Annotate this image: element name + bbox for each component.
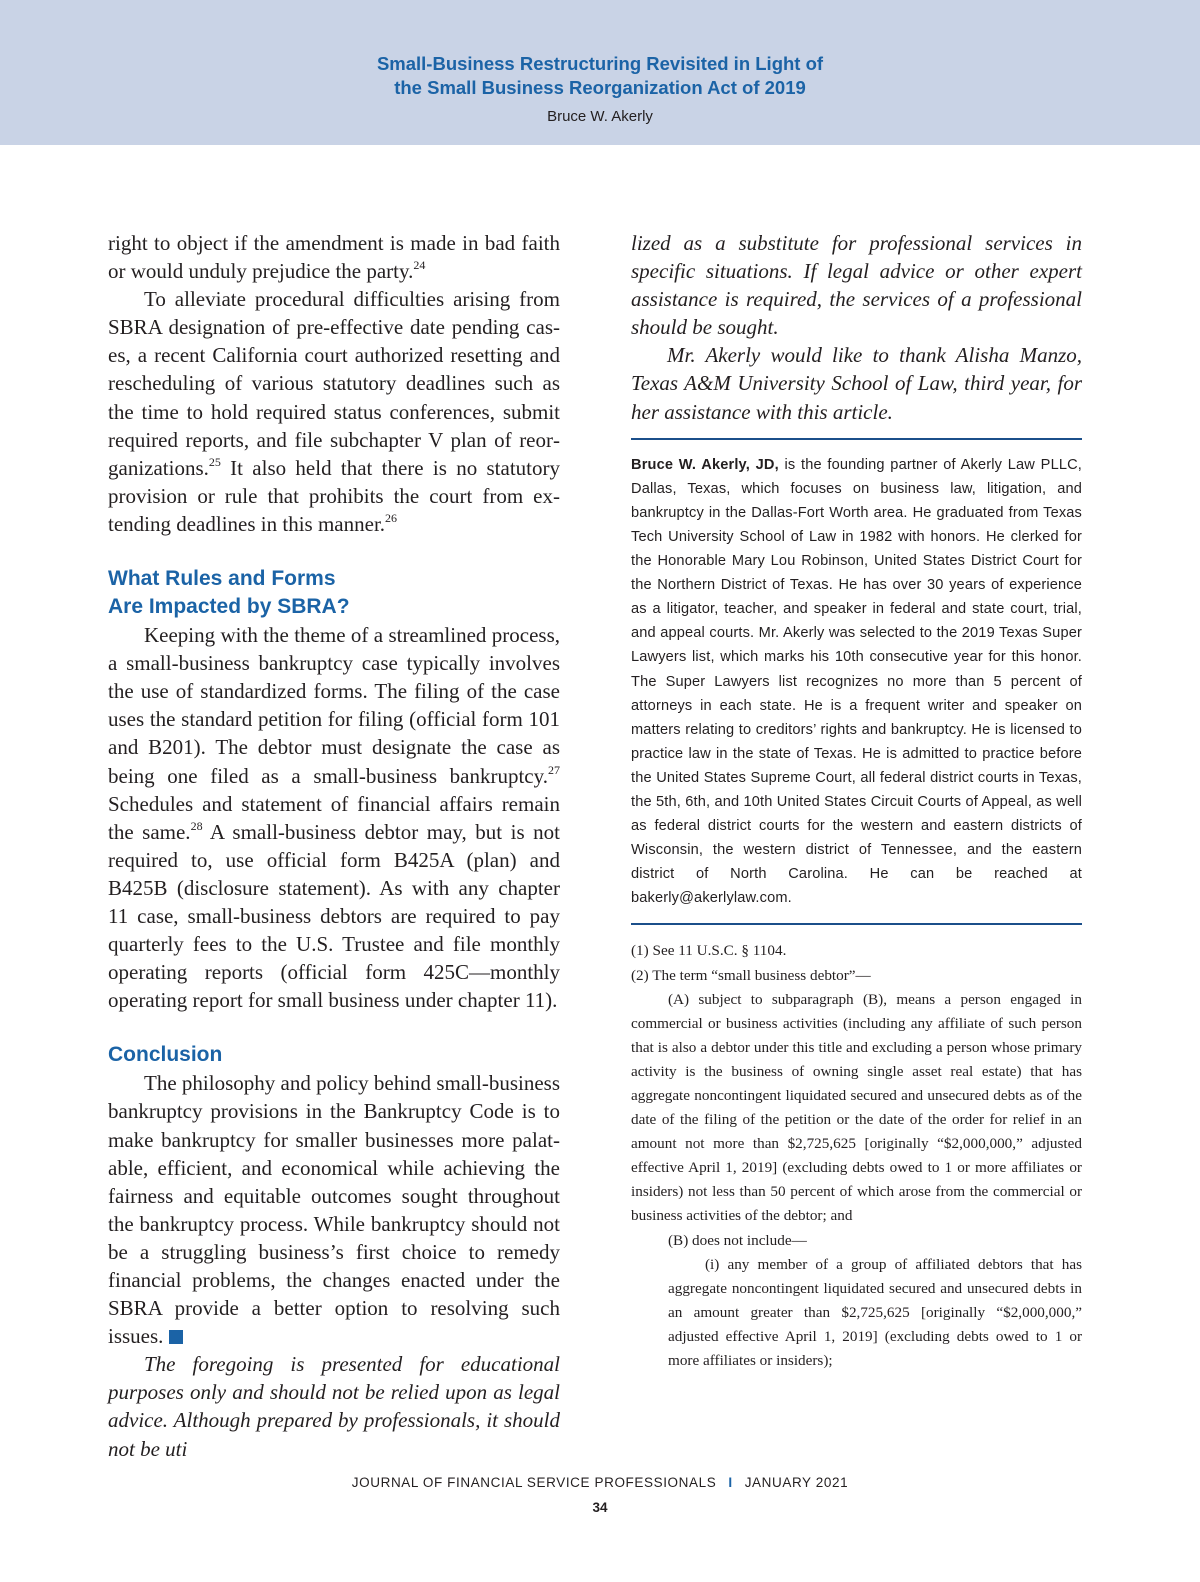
footnote-ref: 26 bbox=[385, 510, 398, 525]
paragraph-text: It also held that there is no statutory provision or rule that prohibits the court from extending deadlines in this manner. bbox=[108, 455, 560, 536]
article-title bbox=[0, 52, 1200, 100]
paragraph-conclusion bbox=[108, 1069, 560, 1350]
left-column bbox=[108, 229, 560, 1463]
page-number: 34 bbox=[592, 1500, 608, 1515]
paragraph-amendment bbox=[108, 229, 560, 285]
article-title-line-1: Small-Business Restructuring Revisited in Light of bbox=[376, 53, 824, 74]
paragraph-disclaimer: The foregoing is presented for educational purposes only and should not be relied upon as legal advice. Although prepared by professionals, it should not be uti bbox=[108, 1352, 560, 1461]
author-bio bbox=[631, 453, 1082, 911]
paragraph-text: right to object if the amendment is made in bad faith or would unduly prejudice the party. bbox=[108, 231, 560, 284]
footnote-2: (2) The term “small business debtor”— bbox=[631, 966, 871, 984]
paragraph-text: A small-business debtor may, but is not required to, use official form B425A (plan) and B425B (disclosure statement). As with any chapter 11 case, small-business debtors are required to pay quarterly fees to the U.S. Trustee and file monthly operating reports (official form 425C—monthly operating report for small business under chapter 11). bbox=[108, 819, 560, 1013]
footer-running-title bbox=[0, 1475, 1200, 1490]
paragraph-procedural bbox=[108, 285, 560, 538]
end-of-article-square-icon bbox=[169, 1330, 183, 1344]
footnote-1: (1) See 11 U.S.C. § 1104. bbox=[631, 942, 787, 960]
section-heading-rules-forms bbox=[108, 565, 560, 621]
footnote-2-a: (A) subject to subparagraph (B), means a person engaged in commercial or business activities (including any affiliate of such person that is also a debtor under this title and excluding a person whose primary activity is the business of owning single asset real estate) that has aggregate noncontingent liquidated secured and unsecured debts as of the date of the filing of the petition or the date of the order for relief in an amount not more than $2,725,625 [originally “$2,000,000,” adjusted effective April 1, 2019] (excluding debts owed to 1 or more affiliates or insiders) not less than 50 percent of which arose from the commercial or business activities of the debtor; and bbox=[631, 990, 1082, 1225]
footnote-2-b-i: (i) any member of a group of affiliated debtors that has aggregate noncontingent liquidated secured and unsecured debts in an amount greater than $2,725,625 [originally “$2,000,000,” adjusted effective April 1, 2019] (excluding debts owed to 1 or more affiliates or insiders); bbox=[668, 1255, 1082, 1370]
paragraph-acknowledgement: Mr. Akerly would like to thank Alisha Manzo, Texas A&M University School of Law, third year, for her assistance with this article. bbox=[631, 343, 1082, 424]
footnote-2-b: (B) does not include— bbox=[668, 1231, 807, 1249]
paragraph-text: To alleviate procedural difficulties arising from SBRA designation of pre-effective date pending cases, a recent California court authorized resetting and rescheduling of various statutory deadlines such as the time to hold required status conferences, submit required reports, and file subchapter V plan of reorganizations. bbox=[108, 287, 560, 480]
heading-line: Are Impacted by SBRA? bbox=[108, 595, 350, 619]
heading-line: What Rules and Forms bbox=[108, 567, 336, 591]
footer-date: JANUARY 2021 bbox=[744, 1475, 849, 1490]
author-bio-name: Bruce W. Akerly, JD, bbox=[631, 456, 779, 473]
footnote-ref: 24 bbox=[413, 258, 426, 273]
section-heading-conclusion: Conclusion bbox=[108, 1043, 223, 1067]
article-author: Bruce W. Akerly bbox=[547, 108, 653, 125]
footnote-ref: 25 bbox=[208, 454, 221, 469]
paragraph-forms bbox=[108, 621, 560, 1014]
footer-separator: I bbox=[728, 1475, 733, 1490]
footnote-ref: 28 bbox=[190, 818, 203, 833]
article-title-line-2: the Small Business Reorganization Act of 2019 bbox=[394, 77, 806, 98]
paragraph-text: Schedules and statement of financial affairs remain the same. bbox=[108, 791, 560, 844]
footer-journal-name: JOURNAL OF FINANCIAL SERVICE PROFESSIONALS bbox=[351, 1475, 717, 1490]
footnote-ref: 27 bbox=[548, 762, 560, 777]
right-column bbox=[631, 229, 1082, 1373]
paragraph-text: Keeping with the theme of a streamlined process, a small-business bankruptcy case typically involves the use of standardized forms. The filing of the case uses the standard petition for filing (official form 101 and B201). The debtor must designate the case as being one filed as a small-business bankruptcy. bbox=[108, 623, 560, 788]
paragraph-disclaimer-continued: lized as a substitute for professional services in specific situations. If legal advice or other expert assistance is required, the services of a professional should be sought. bbox=[631, 231, 1082, 340]
paragraph-text: The philosophy and policy behind small-business bankruptcy provisions in the Bankruptcy Code is to make bankruptcy for smaller businesses more palatable, efficient, and economical while achieving the fairness and equitable outcomes sought throughout the bankruptcy process. While bankruptcy should not be a struggling business’s first choice to remedy financial problems, the changes enacted under the SBRA provide a better option to resolving such issues. bbox=[108, 1071, 560, 1349]
author-bio-text: is the founding partner of Akerly Law PLLC, Dallas, Texas, which focuses on business law, litigation, and bankruptcy in the Dallas-Fort Worth area. He graduated from Texas Tech University School of Law in 1982 with honors. He clerked for the Honorable Mary Lou Robinson, United States District Court for the Northern District of Texas. He has over 30 years of experience as a litigator, teacher, and speaker in federal and state court, trial, and appeal courts. Mr. Akerly was selected to the 2019 Texas Super Lawyers list, which marks his 10th consecutive year for this honor. The Super Lawyers list recognizes no more than 5 percent of attorneys in each state. He is a frequent writer and speaker on matters relating to creditors’ rights and bankruptcy. He is licensed to practice law in the state of Texas. He is admitted to practice before the United States Supreme Court, all federal district courts in Texas, the 5th, 6th, and 10th United States Circuit Courts of Appeal, as well as federal district courts for the western and eastern districts of Wisconsin, the western district of Tennessee, and the eastern district of North Carolina. He can be reached at bakerly@akerlylaw.com. bbox=[631, 456, 1082, 907]
